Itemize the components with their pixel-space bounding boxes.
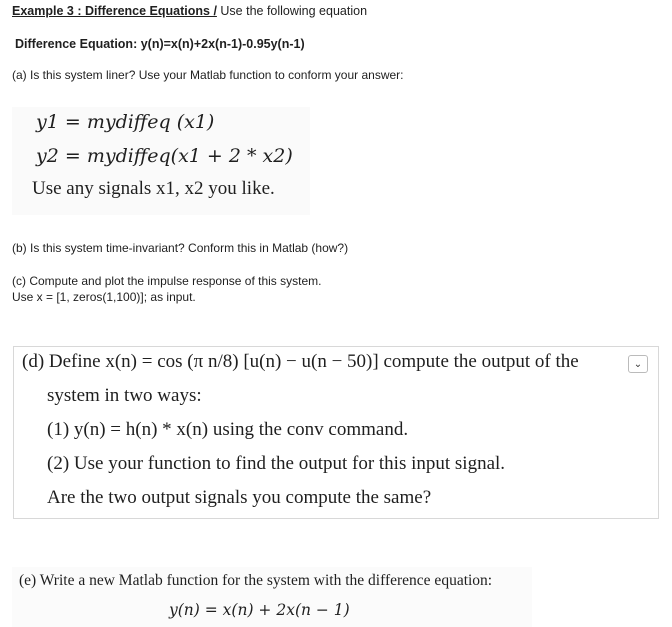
difference-equation-label: Difference Equation: y(n)=x(n)+2x(n-1)-0.95y(n-1) [15, 37, 305, 51]
chevron-down-icon: ⌄ [633, 358, 643, 370]
header [12, 4, 367, 18]
part-d-line3: (1) y(n) = h(n) * x(n) using the conv command. [47, 419, 409, 440]
part-a-question: (a) Is this system liner? Use your Matlab function to conform your answer: [12, 68, 404, 82]
part-a-line2: y2 = mydiffeq(x1 + 2 * x2) [36, 145, 293, 167]
part-d-line1: (d) Define x(n) = cos (π n/8) [u(n) − u(n − 50)] compute the output of the [22, 351, 579, 372]
part-d-line5: Are the two output signals you compute the same? [47, 487, 432, 508]
part-e-line2: y(n) = x(n) + 2x(n − 1) [169, 601, 350, 619]
part-a-math-box [12, 107, 310, 215]
example-title: Example 3 : Difference Equations / [12, 4, 217, 18]
part-d-line4: (2) Use your function to find the output for this input signal. [47, 453, 506, 474]
expand-dropdown-button[interactable] [628, 355, 648, 373]
part-c-line2: Use x = [1, zeros(1,100)]; as input. [12, 290, 196, 304]
part-c-line1: (c) Compute and plot the impulse response of this system. [12, 274, 322, 288]
part-d-line2: system in two ways: [47, 385, 202, 406]
header-instruction: Use the following equation [216, 4, 368, 18]
part-b-question: (b) Is this system time-invariant? Conform this in Matlab (how?) [12, 241, 349, 255]
part-e-box [12, 567, 532, 627]
part-d-box [13, 346, 659, 519]
part-e-line1: (e) Write a new Matlab function for the system with the difference equation: [19, 572, 493, 589]
part-a-line1: y1 = mydiffeq (x1) [36, 111, 215, 133]
part-a-line3: Use any signals x1, x2 you like. [32, 178, 275, 199]
